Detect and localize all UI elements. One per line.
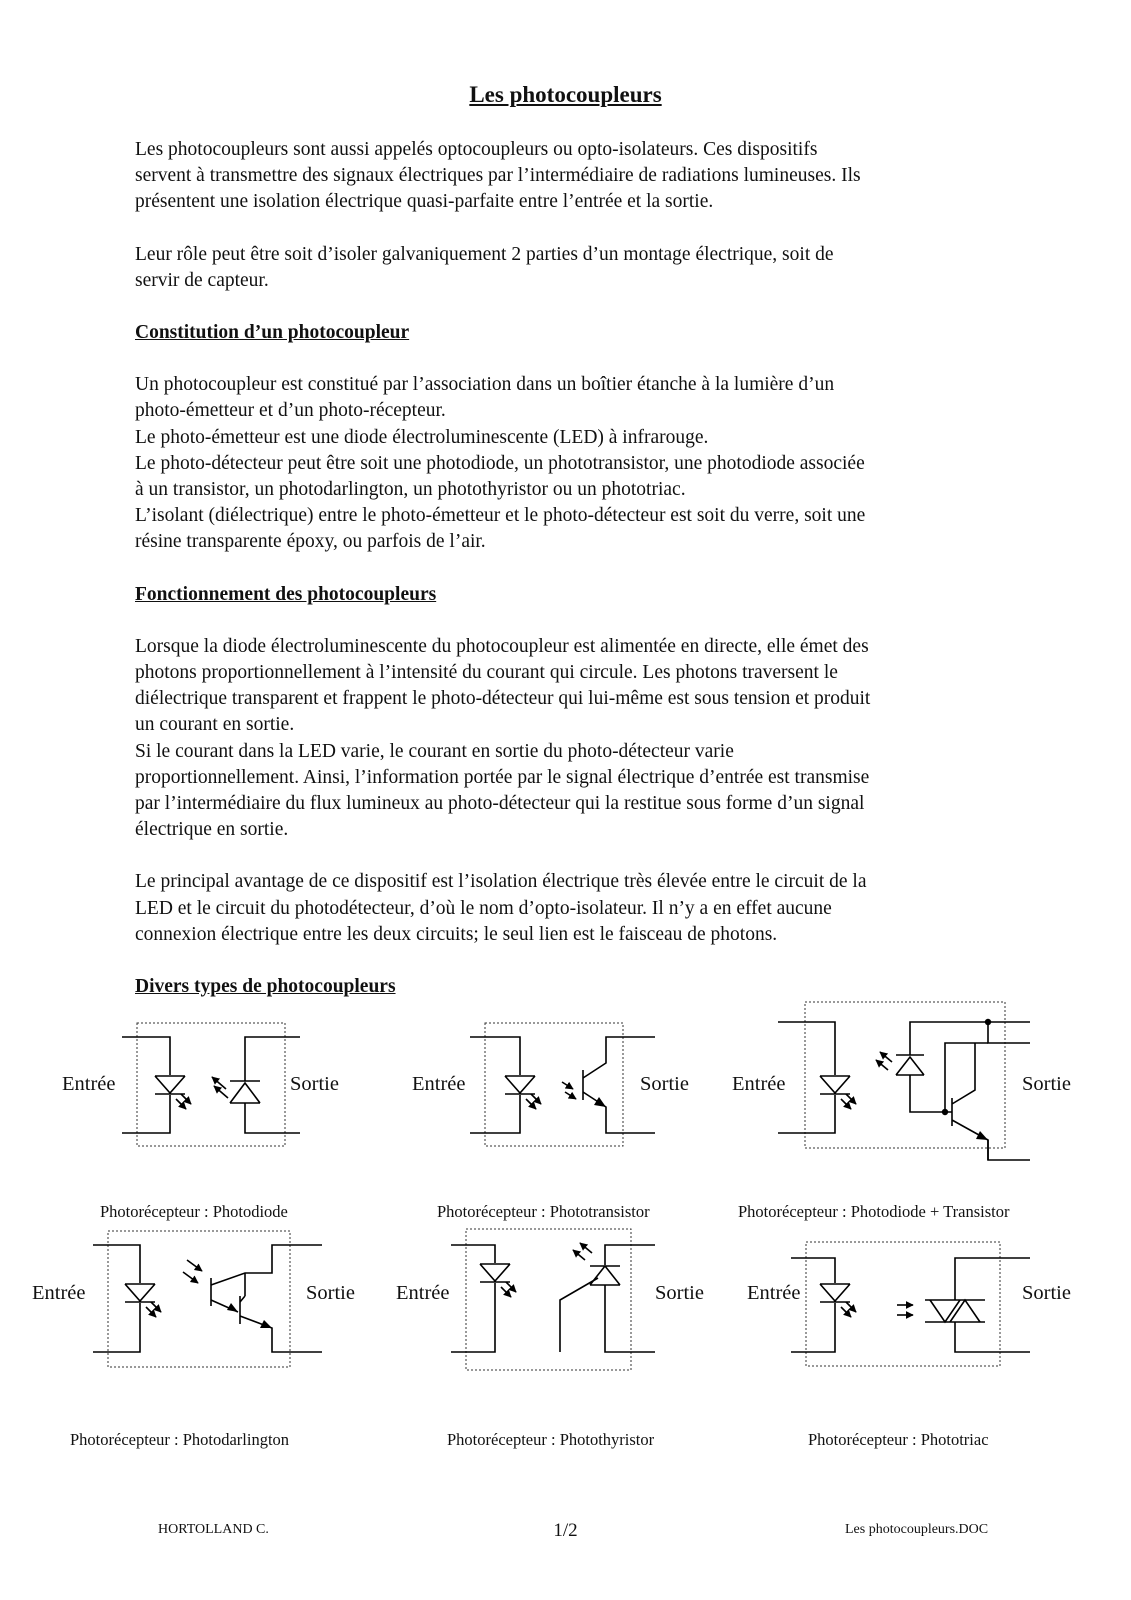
intro-paragraph-1 (135, 137, 997, 216)
text-line: présentent une isolation électrique quasi-parfaite entre l’entrée et la sortie. (135, 191, 714, 213)
footer-author: HORTOLLAND C. (158, 1522, 269, 1537)
output-label: Sortie (1022, 1073, 1071, 1095)
diagram-caption: Photorécepteur : Photodiode + Transistor (738, 1202, 1010, 1221)
text-line: LED et le circuit du photodétecteur, d’où le nom d’opto-isolateur. Il n’y a en effet aucune (135, 897, 832, 919)
diagram-photothyristor (451, 1229, 655, 1370)
text-line: Lorsque la diode électroluminescente du photocoupleur est alimentée en directe, elle émet des (135, 635, 869, 657)
text-line: Si le courant dans la LED varie, le courant en sortie du photo-détecteur varie (135, 740, 734, 762)
diagram-phototransistor (470, 1023, 655, 1146)
page-title: Les photocoupleurs (469, 82, 662, 107)
text-line: L’isolant (diélectrique) entre le photo-émetteur et le photo-détecteur est soit du verre, soit une (135, 505, 866, 527)
input-label: Entrée (747, 1282, 801, 1304)
text-line: servent à transmettre des signaux électriques par l’intermédiaire de radiations lumineuses. Ils (135, 165, 861, 187)
text-line: résine transparente époxy, ou parfois de l’air. (135, 531, 486, 553)
fonctionnement-paragraph-1 (135, 634, 997, 844)
text-line: connexion électrique entre les deux circuits; le seul lien est le faisceau de photons. (135, 923, 778, 945)
output-label: Sortie (1022, 1282, 1071, 1304)
text-line: un courant en sortie. (135, 714, 295, 736)
input-label: Entrée (732, 1073, 786, 1095)
output-label: Sortie (655, 1282, 704, 1304)
text-line: diélectrique transparent et frappent le photo-détecteur qui lui-même est sous tension et produit (135, 688, 871, 710)
text-line: Le photo-émetteur est une diode électroluminescente (LED) à infrarouge. (135, 426, 709, 448)
diagram-phototriac (791, 1242, 1030, 1366)
section-heading-fonctionnement: Fonctionnement des photocoupleurs (135, 583, 437, 605)
diagram-photodiode (122, 1023, 300, 1146)
text-line: à un transistor, un photodarlington, un photothyristor ou un phototriac. (135, 479, 686, 501)
diagram-photodarlington (93, 1231, 322, 1367)
input-label: Entrée (412, 1073, 466, 1095)
text-line: proportionnellement. Ainsi, l’information portée par le signal électrique d’entrée est transmise (135, 766, 870, 788)
input-label: Entrée (62, 1073, 116, 1095)
input-label: Entrée (396, 1282, 450, 1304)
diagram-caption: Photorécepteur : Photodiode (100, 1202, 288, 1221)
text-line: Un photocoupleur est constitué par l’association dans un boîtier étanche à la lumière d’un (135, 374, 835, 396)
text-line: photons proportionnellement à l’intensité du courant qui circule. Les photons traversent le (135, 662, 838, 684)
diagram-caption: Photorécepteur : Photothyristor (447, 1430, 655, 1449)
text-line: servir de capteur. (135, 269, 269, 291)
intro-paragraph-2 (135, 242, 997, 294)
output-label: Sortie (640, 1073, 689, 1095)
text-line: Leur rôle peut être soit d’isoler galvaniquement 2 parties d’un montage électrique, soit de (135, 243, 834, 265)
output-label: Sortie (290, 1073, 339, 1095)
text-line: photo-émetteur et d’un photo-récepteur. (135, 400, 446, 422)
section-heading-constitution: Constitution d’un photocoupleur (135, 322, 410, 344)
text-line: électrique en sortie. (135, 819, 289, 841)
document-body (135, 137, 997, 1026)
diagram-caption: Photorécepteur : Photodarlington (70, 1430, 290, 1449)
diagram-caption: Photorécepteur : Phototransistor (437, 1202, 650, 1221)
input-label: Entrée (32, 1282, 86, 1304)
text-line: Le photo-détecteur peut être soit une photodiode, un phototransistor, une photodiode associée (135, 452, 865, 474)
text-line: par l’intermédiaire du flux lumineux au photo-détecteur qui la restitue sous forme d’un signal (135, 793, 865, 815)
page-number: 1/2 (553, 1520, 578, 1541)
footer-filename: Les photocoupleurs.DOC (845, 1522, 989, 1537)
section-heading-types: Divers types de photocoupleurs (135, 976, 396, 998)
fonctionnement-paragraph-2 (135, 869, 997, 948)
diagram-caption: Photorécepteur : Phototriac (808, 1430, 989, 1449)
text-line: Les photocoupleurs sont aussi appelés optocoupleurs ou opto-isolateurs. Ces dispositifs (135, 139, 818, 160)
text-line: Le principal avantage de ce dispositif est l’isolation électrique très élevée entre le circuit de la (135, 871, 867, 893)
diagram-photodiode-transistor (778, 1002, 1030, 1160)
constitution-paragraph (135, 372, 997, 555)
output-label: Sortie (306, 1282, 355, 1304)
